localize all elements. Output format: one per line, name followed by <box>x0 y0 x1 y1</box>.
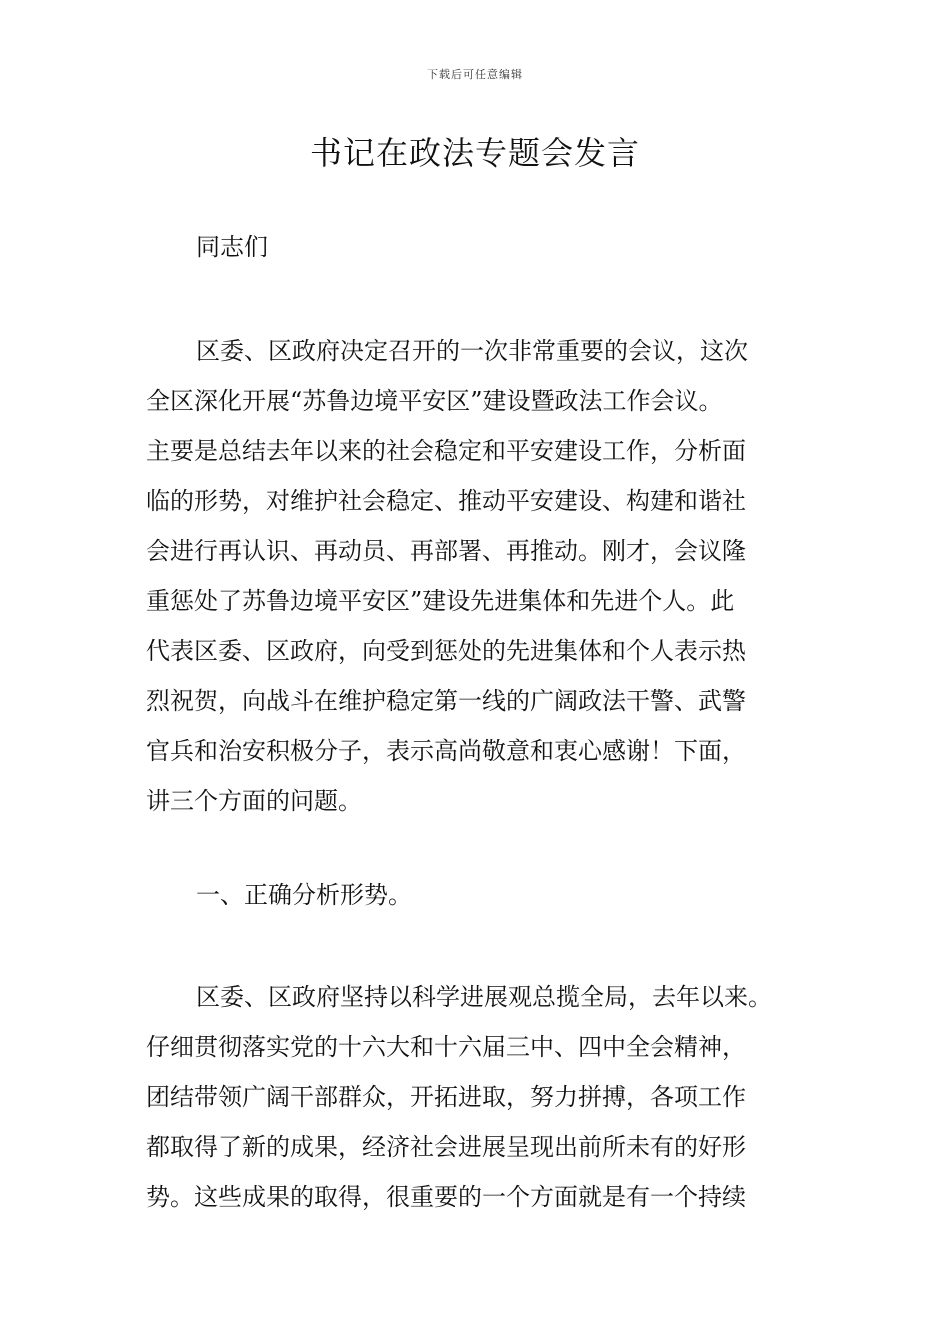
paragraph-line: 都取得了新的成果，经济社会进展呈现出前所未有的好形 <box>146 1133 746 1161</box>
paragraph-line: 官兵和治安积极分子，表示高尚敬意和衷心感谢！下面， <box>146 737 746 765</box>
paragraph-line: 区委、区政府坚持以科学进展观总揽全局，去年以来。 <box>196 983 772 1011</box>
section-heading <box>146 870 836 920</box>
paragraph-line: 团结带领广阔干部群众，开拓进取，努力拼搏，各项工作 <box>146 1083 746 1111</box>
greeting-text: 同志们 <box>196 233 268 261</box>
paragraph-line: 代表区委、区政府，向受到惩处的先进集体和个人表示热 <box>146 637 746 665</box>
paragraph-line: 区委、区政府决定召开的一次非常重要的会议，这次 <box>196 337 748 365</box>
section-heading-text: 一、正确分析形势。 <box>196 881 412 909</box>
paragraph-line: 讲三个方面的问题。 <box>146 787 362 815</box>
paragraph-line: 烈祝贺，向战斗在维护稳定第一线的广阔政法干警、武警 <box>146 687 746 715</box>
paragraph-situation <box>146 972 836 1222</box>
paragraph-line: 临的形势，对维护社会稳定、推动平安建设、构建和谐社 <box>146 487 746 515</box>
paragraph-line: 仔细贯彻落实党的十六大和十六届三中、四中全会精神， <box>146 1033 746 1061</box>
header-note: 下载后可任意编辑 <box>427 68 523 81</box>
paragraph-intro <box>146 326 836 826</box>
paragraph-line: 势。这些成果的取得，很重要的一个方面就是有一个持续 <box>146 1183 746 1211</box>
document-title: 书记在政法专题会发言 <box>309 134 640 172</box>
greeting <box>146 222 836 272</box>
paragraph-line: 主要是总结去年以来的社会稳定和平安建设工作，分析面 <box>146 437 746 465</box>
paragraph-line: 重惩处了苏鲁边境平安区”建设先进集体和先进个人。此 <box>146 587 735 615</box>
paragraph-line: 会进行再认识、再动员、再部署、再推动。刚才，会议隆 <box>146 537 746 565</box>
paragraph-line: 全区深化开展“苏鲁边境平安区”建设暨政法工作会议。 <box>146 387 723 415</box>
